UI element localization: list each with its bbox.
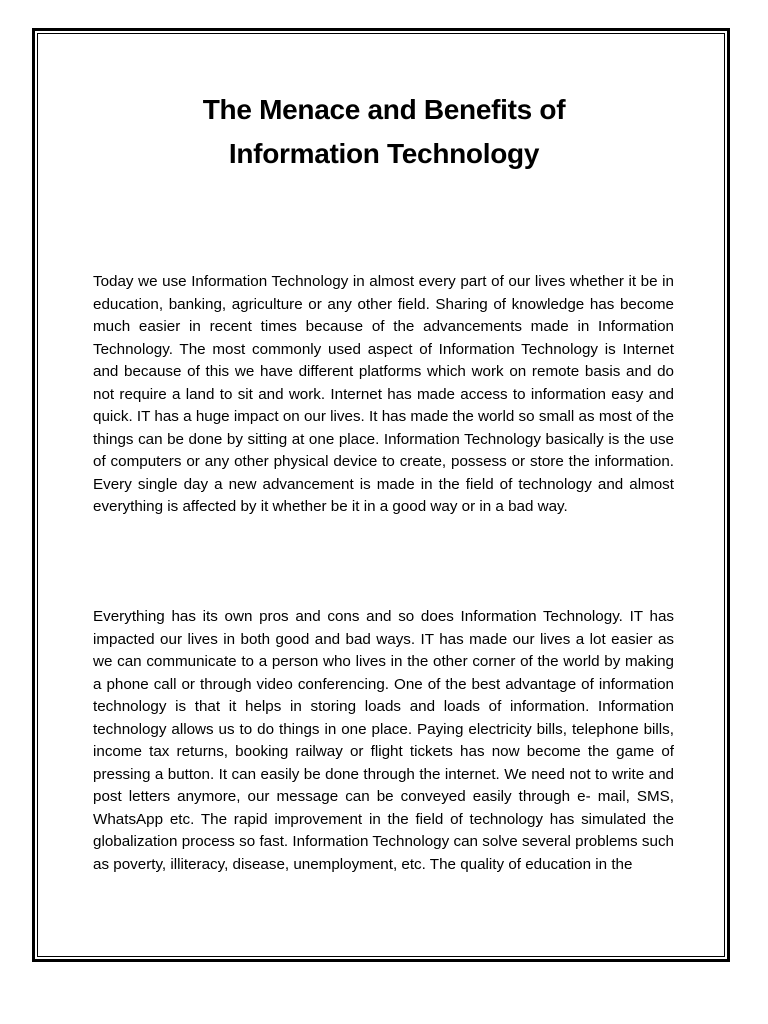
title-line-2: Information Technology [228,138,540,169]
title-line-1: The Menace and Benefits of [202,94,566,125]
body-paragraph-1: Today we use Information Technology in almost every part of our lives whether it be in education, banking, agriculture or any other field. Sharing of knowledge has become much easier in recent times because of the advancements made in Information Technology. The most commonly used aspect of Information Technology is Internet and because of this we have different platforms which work on remote basis and do not require a land to sit and work. Internet has made access to information easy and quick. IT has a huge impact on our lives. It has made the world so small as most of the things can be done by sitting at one place. Information Technology basically is the use of computers or any other physical device to create, possess or store the information. Every single day a new advancement is made in the field of technology and almost everything is affected by it whether be it in a good way or in a bad way. [93,273,674,515]
body-paragraph-2: Everything has its own pros and cons and so does Information Technology. IT has impacted our lives in both good and bad ways. IT has made our lives a lot easier as we can communicate to a person who lives in the other corner of the world by making a phone call or through video conferencing. One of the best advantage of information technology is that it helps in storing loads and loads of information. Information technology allows us to do things in one place. Paying electricity bills, telephone bills, income tax returns, booking railway or flight tickets has now become the game of pressing a button. It can easily be done through the internet. We need not to write and post letters anymore, our message can be conveyed easily through e- mail, SMS, WhatsApp etc. The rapid improvement in the field of technology has simulated the globalization process so fast. Information Technology can solve several problems such as poverty, illiteracy, disease, unemployment, etc. The quality of education in the [93,608,674,873]
document-title [94,88,674,176]
